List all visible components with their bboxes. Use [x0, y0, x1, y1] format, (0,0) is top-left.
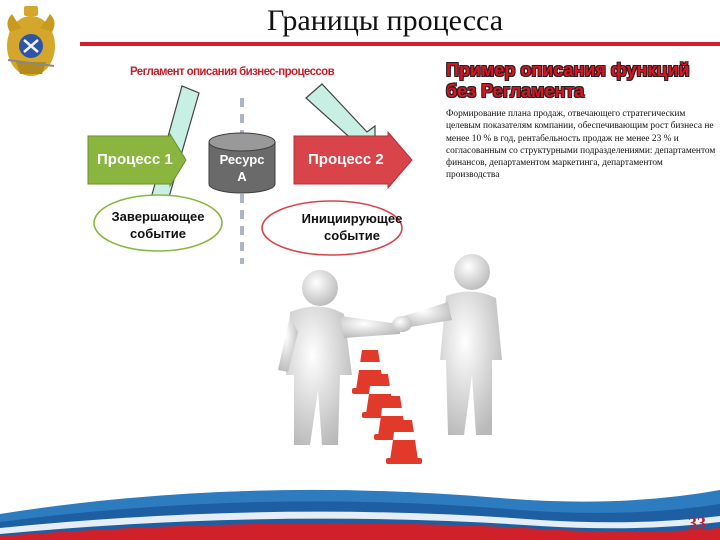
emblem-icon: [2, 2, 60, 82]
start-event-label: Инициирующее событие: [301, 211, 403, 243]
title-divider: [80, 42, 720, 46]
example-heading: Пример описания функций без Регламента: [446, 60, 690, 101]
handshake-illustration: [260, 250, 520, 480]
diagram-subtitle: Регламент описания бизнес-процессов: [130, 66, 335, 78]
example-body-text: Формирование плана продаж, отвечающего стратегическим целевым показателям компании, обеспечивающим рост бизнеса не менее 10 % в год, рентабельность продаж не менее 23 % и согласованным со структурными подразделениями: департаментом финансов, департаментом маркетинга, департаментом производства: [446, 109, 716, 181]
process-2-label: Процесс 2: [308, 151, 384, 168]
resource-label: Ресурс А: [219, 152, 265, 184]
right-figure: [404, 254, 502, 435]
page-title: Границы процесса: [266, 4, 504, 37]
end-event-label: Завершающее событие: [111, 209, 205, 241]
page-number: 33: [688, 513, 706, 533]
process-1-label: Процесс 1: [97, 151, 173, 168]
footer-swoosh: [0, 470, 720, 540]
